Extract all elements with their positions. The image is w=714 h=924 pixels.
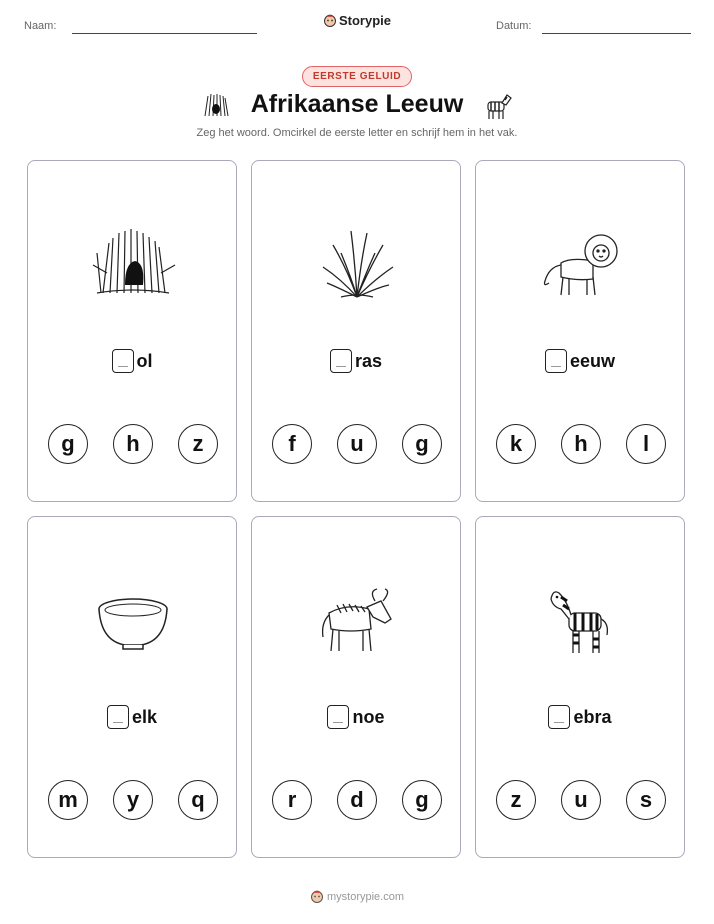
page-title-row xyxy=(0,90,714,119)
answer-box[interactable] xyxy=(548,705,570,729)
date-field[interactable] xyxy=(542,33,691,34)
brand-name: Storypie xyxy=(338,13,391,28)
letter-card xyxy=(27,160,237,502)
answer-box[interactable] xyxy=(112,349,134,373)
letter-option[interactable]: f xyxy=(272,424,312,464)
letter-option[interactable]: u xyxy=(561,780,601,820)
bowl-icon xyxy=(83,579,183,659)
date-label: Datum: xyxy=(496,20,532,32)
letter-option[interactable]: g xyxy=(48,424,88,464)
letter-option[interactable]: d xyxy=(337,780,377,820)
word-rest: eeuw xyxy=(569,351,616,371)
word-rest: ebra xyxy=(573,707,612,727)
word-rest: noe xyxy=(352,707,385,727)
name-label: Naam: xyxy=(24,20,57,32)
letter-option[interactable]: z xyxy=(178,424,218,464)
letter-option[interactable]: g xyxy=(402,424,442,464)
grass-hut-icon xyxy=(202,92,230,125)
storypie-logo-icon xyxy=(323,13,337,27)
letter-option[interactable]: h xyxy=(113,424,153,464)
word xyxy=(28,705,236,729)
letter-card xyxy=(27,516,237,858)
brand xyxy=(0,13,714,28)
letter-card xyxy=(475,516,685,858)
answer-box[interactable] xyxy=(330,349,352,373)
letter-option[interactable]: z xyxy=(496,780,536,820)
letter-option[interactable]: q xyxy=(178,780,218,820)
answer-box[interactable] xyxy=(107,705,129,729)
answer-box[interactable] xyxy=(327,705,349,729)
page-title: Afrikaanse Leeuw xyxy=(250,90,464,118)
zebra-icon xyxy=(482,92,512,127)
word xyxy=(252,705,460,729)
letter-card xyxy=(251,516,461,858)
letter-option[interactable]: s xyxy=(626,780,666,820)
letter-option[interactable]: l xyxy=(626,424,666,464)
word xyxy=(252,349,460,373)
footer xyxy=(0,889,714,903)
word-rest: ras xyxy=(354,351,383,371)
letter-card xyxy=(251,160,461,502)
letter-option[interactable]: r xyxy=(272,780,312,820)
zebra-icon xyxy=(531,579,631,659)
category-badge: EERSTE GELUID xyxy=(302,66,412,87)
instructions: Zeg het woord. Omcirkel de eerste letter en schrijf hem in het vak. xyxy=(196,127,518,139)
word xyxy=(476,705,684,729)
wildebeest-icon xyxy=(307,579,407,659)
letter-card xyxy=(475,160,685,502)
storypie-logo-icon xyxy=(310,889,324,903)
grass-hut-icon xyxy=(83,223,183,303)
letter-option[interactable]: g xyxy=(402,780,442,820)
answer-box[interactable] xyxy=(545,349,567,373)
lion-icon xyxy=(531,223,631,303)
footer-url[interactable]: mystorypie.com xyxy=(326,891,405,903)
letter-option[interactable]: u xyxy=(337,424,377,464)
letter-option[interactable]: y xyxy=(113,780,153,820)
letter-option[interactable]: m xyxy=(48,780,88,820)
grass-icon xyxy=(307,223,407,303)
word xyxy=(476,349,684,373)
word-rest: elk xyxy=(131,707,158,727)
name-field[interactable] xyxy=(72,33,257,34)
word-rest: ol xyxy=(136,351,153,371)
letter-option[interactable]: h xyxy=(561,424,601,464)
letter-option[interactable]: k xyxy=(496,424,536,464)
word xyxy=(28,349,236,373)
